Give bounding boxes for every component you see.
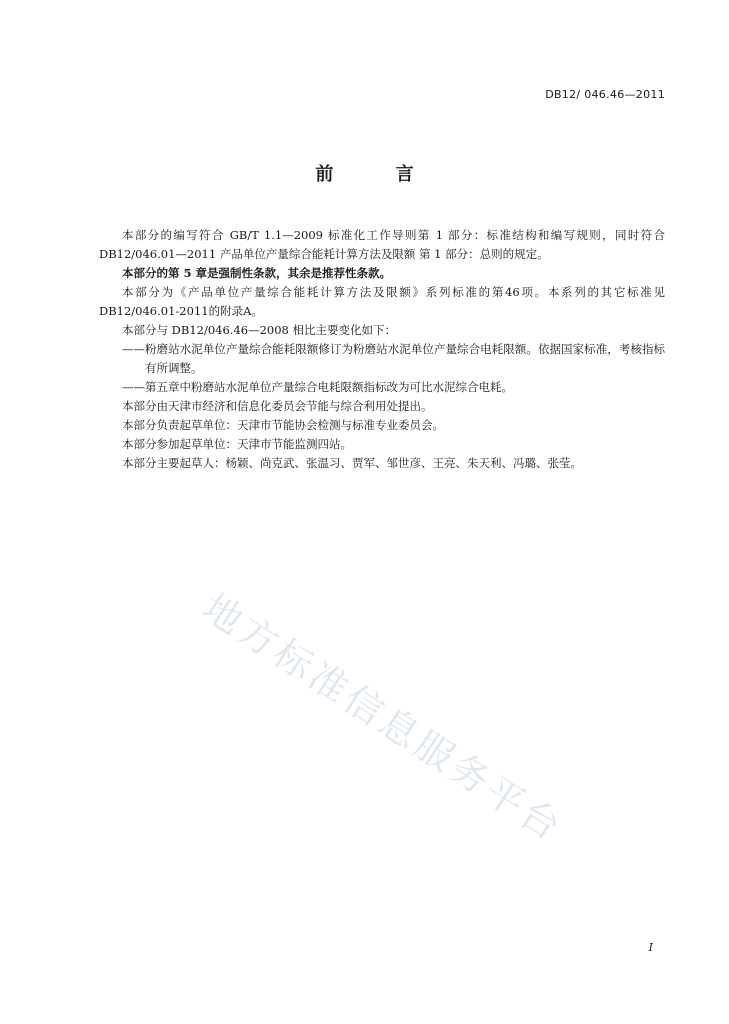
list-item-change-2: ——第五章中粉磨站水泥单位产量综合电耗限额指标改为可比水泥综合电耗。: [122, 380, 513, 394]
paragraph-series: 本部分为《产品单位产量综合能耗计算方法及限额》系列标准的第46项。本系列的其它标准见DB12/046.01-2011的附录A。: [99, 285, 665, 318]
paragraph-proposer: 本部分由天津市经济和信息化委员会节能与综合利用处提出。: [122, 399, 433, 413]
paragraph-drafting-unit: 本部分负责起草单位：天津市节能协会检测与标准专业委员会。: [122, 418, 444, 432]
paragraph-drafters: 本部分主要起草人：杨颖、尚克武、张温习、贾军、邹世彦、王亮、朱天利、冯璐、张莹。: [122, 456, 582, 470]
list-item-change-1: ——粉磨站水泥单位产量综合能耗限额修订为粉磨站水泥单位产量综合电耗限额。依据国家标准，考核指标有所调整。: [122, 342, 665, 375]
page-title: 前 言: [315, 164, 442, 185]
watermark: 地方标准信息服务平台: [194, 585, 572, 851]
paragraph-mandatory: 本部分的第 5 章是强制性条款，其余是推荐性条款。: [122, 266, 392, 280]
standard-code: DB12/ 046.46—2011: [545, 88, 665, 101]
paragraph-participating-unit: 本部分参加起草单位：天津市节能监测四站。: [122, 437, 352, 451]
page-number: I: [648, 941, 653, 954]
paragraph-changes-intro: 本部分与 DB12/046.46—2008 相比主要变化如下：: [122, 323, 396, 337]
foreword-body: [99, 226, 665, 473]
paragraph-compliance: 本部分的编写符合 GB/T 1.1—2009 标准化工作导则第 1 部分：标准结构和编写规则，同时符合DB12/046.01—2011 产品单位产量综合能耗计算方法及限额 第 1 部分：总则的规定。: [99, 228, 665, 261]
